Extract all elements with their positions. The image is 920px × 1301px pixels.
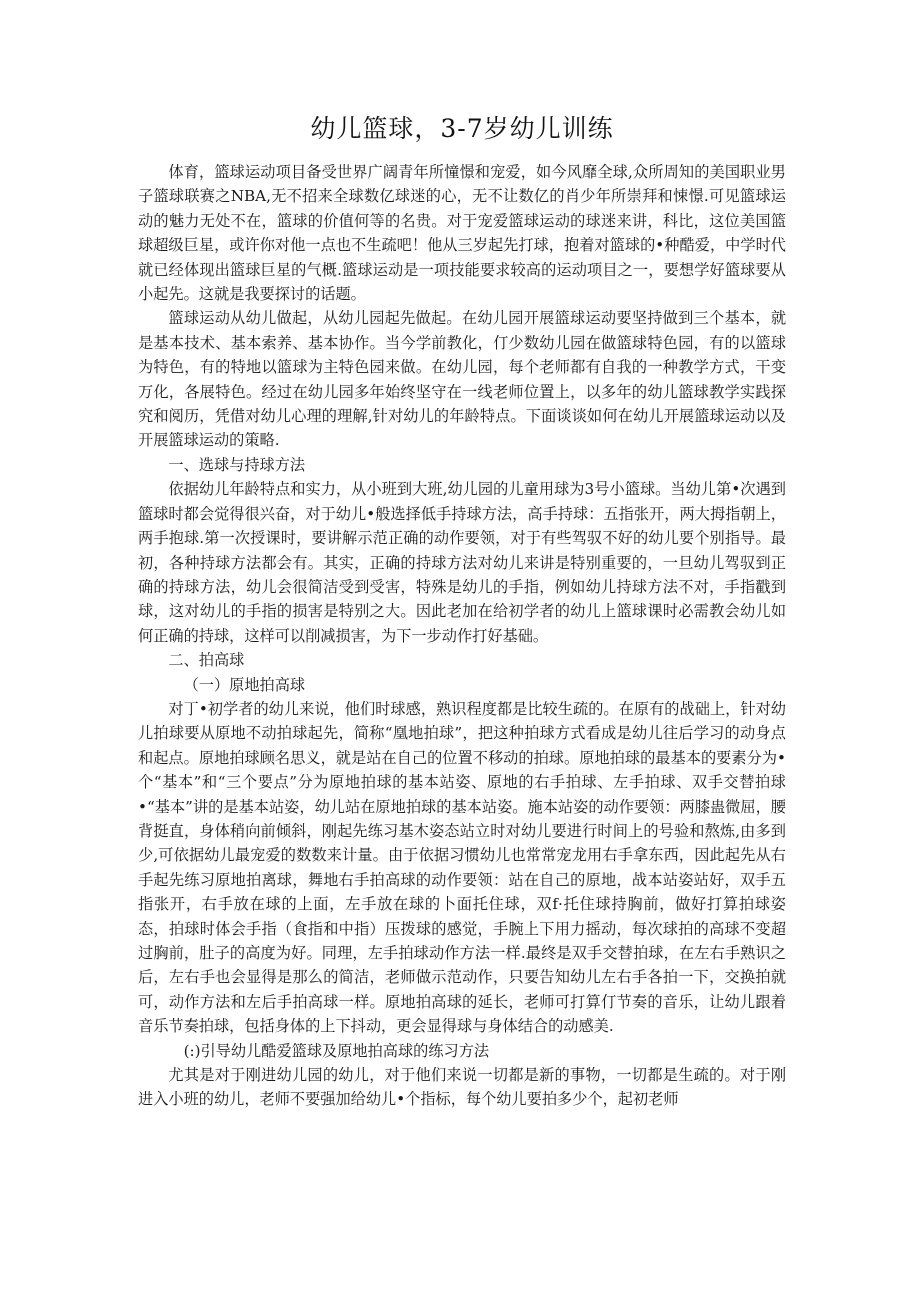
subsection-heading-stationary-dribble: （一）原地拍高球 [183,675,306,694]
paragraph-stationary-dribble: 对丁•初学者的幼儿来说，他们时球感，熟识程度都是比较生疏的。在原有的战础上，针对幼儿拍球要从原地不动拍球起先，简称“凰地拍球”，把这种拍球方式看成是幼儿往后学习的动身点和起点。原地拍球顾名思义，就是站在自己的位置不移动的拍球。原地拍球的最基本的要素分为•个“基本”和“三个要点”分为原地拍球的基本站姿、原地的右手拍球、左手拍球、双手交替拍球•“基本”讲的是基本站姿，幼儿站在原地拍球的基本站姿。施本站姿的动作要领：两膝蛊微屈，腰背挺直，身体稍向前倾斜，刚起先练习基木姿态站立时对幼儿要进行时间上的号验和熬炼,由多到少,可依据幼儿最宠爱的数数来计量。由于依据习惯幼儿也常常宠龙用右手拿东西，因此起先从右手起先练习原地拍离球，舞地右手拍高球的动作要领：站在自己的原地，战本站姿站好，双手五指张开，右手放在球的上面，左手放在球的卜面托住球，双f·托住球持胸前，做好打算拍球姿态，拍球时体会手指（食指和中指）压拨球的感觉，手腕上下用力摇动，每次球拍的高球不变超过胸前，肚子的高度为好。同理，左手拍球动作方法一样.最终是双手交替拍球，在左右手熟识之后，左右手也会显得是那么的简洁，老师做示范动作，只要告知幼儿左右手各拍一下，交换拍就可，动作方法和左后手拍高球一样。原地拍高球的延长，老师可打算仃节奏的音乐，让幼儿跟着音乐节奏拍球，包括身体的上下抖动，更会显得球与身体结合的动感美. [138,699,786,1036]
paragraph-intro: 体育，篮球运动项目备受世界广阔青年所憧憬和宠爱，如今风靡全球,众所周知的美国职业男子篮球联赛之NBA,无不招来全球数亿球迷的心，无不让数亿的肖少年所崇拜和悚憬.可见篮球运动的魅力无处不在，篮球的价值何等的名贵。对于宠爱篮球运动的球迷来讲，科比，这位美国篮球超级巨星，或许你对他一点也不生疏吧！他从三岁起先打球，抱着对篮球的•种酷爱，中学时代就已经体现出篮球巨星的气概.篮球运动是一项技能要求较高的运动项目之一，要想学好篮球要从小起先。这就是我要探讨的话题。 [138,163,786,304]
document-page [138,112,786,1112]
section-heading-dribbling: 二、拍高球 [168,651,245,670]
paragraph-kindergarten: 篮球运动从幼儿做起，从幼儿园起先做起。在幼儿园开展篮球运动要坚持做到三个基本，就是基本技术、基本索养、基本协作。当今学前教化，仃少数幼儿园在做篮球特色园，有的以篮球为特色，有的特地以篮球为主特色园来做。在幼儿园，每个老师都有自我的一种教学方式，干变万化，各展特色。经过在幼儿园多年始终坚守在一线老师位置上，以多年的幼儿篮球教学实践探究和阅历，凭借对幼儿心理的理解,针对幼儿的年龄特点。下面谈谈如何在幼儿开展篮球运动以及开展篮球运动的策略. [138,309,786,450]
page-title: 幼儿篮球，3-7岁幼儿训练 [310,114,614,143]
paragraph-ball-holding: 依据幼儿年龄特点和实力，从小班到大班,幼儿园的儿童用球为3号小篮球。当幼儿第•次遇到篮球时都会觉得很兴奋，对于幼儿•般选择低手持球方法，高手持球：五指张开，两大拇指朝上，两手抱球.第一次授课时，要讲解示范正确的动作要领，对于有些驾驭不好的幼儿要个别指导。最初，各种持球方法都会有。其实，正确的持球方法对幼儿来讲是特别重要的，一旦幼儿驾驭到正确的持球方法，幼儿会很简洁受到受害，特殊是幼儿的手指，例如幼儿持球方法不对，手指戳到球，这对幼儿的手指的损害是特别之大。因此老加在给初学者的幼儿上篮球课时必需教会幼儿如何正确的持球，这样可以削减损害，为下一步动作打好基础。 [138,480,786,645]
subsection-heading-practice-methods: (:)引导幼儿酷爱篮球及原地拍高球的练习方法 [183,1041,490,1060]
paragraph-practice-methods: 尤其是对于刚进幼儿园的幼儿，对于他们来说一切都是新的事物，一切都是生疏的。对于刚进入小班的幼儿，老师不要强加给幼儿•个指标，每个幼儿要拍多少个，起初老师 [138,1066,786,1109]
section-heading-ball-selection: 一、选球与持球方法 [168,455,306,474]
